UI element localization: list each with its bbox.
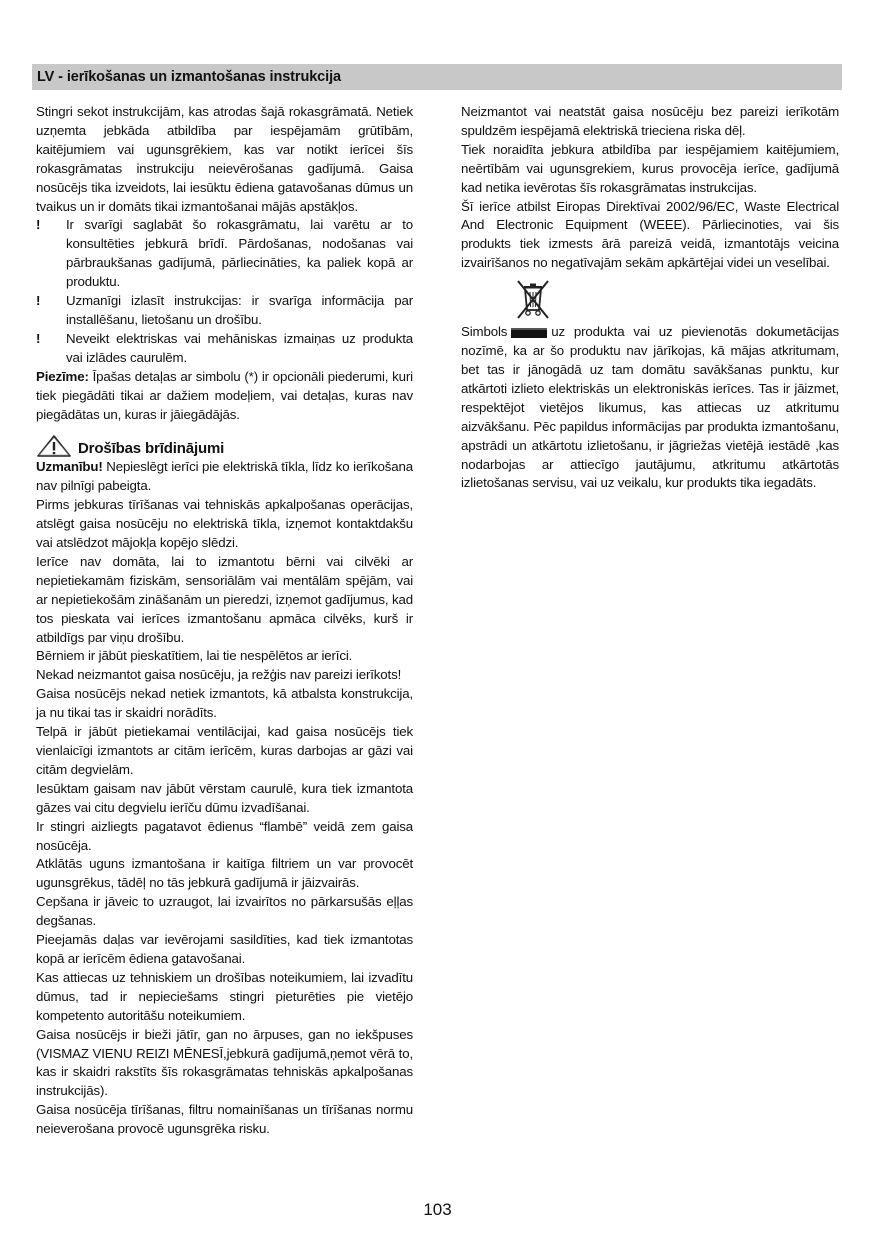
safety-paragraph: Iesūktam gaisam nav jābūt vērstam caurulē, kura tiek izmantota gāzes vai citu degvielu ierīču dūmu izvadīšanai. (36, 780, 413, 815)
warning-triangle-icon (36, 434, 72, 458)
safety-paragraph: Telpā ir jābūt pietiekamai ventilācijai, kad gaisa nosūcējs tiek vienlaicīgi izmantots ar citām ierīcēm, kuras darbojas ar gāzi vai citām degvielām. (36, 724, 413, 777)
left-column (36, 103, 413, 1139)
bullet-text: Uzmanīgi izlasīt instrukcijas: ir svarīga informācija par installēšanu, lietošanu un drošību. (66, 293, 413, 327)
warning-text: Nepieslēgt ierīci pie elektriskā tīkla, līdz ko ierīkošana nav pilnīgi pabeigta. (36, 459, 413, 494)
symbol-paragraph (461, 323, 839, 493)
exclamation-mark: ! (36, 217, 41, 233)
black-bar-icon (511, 328, 547, 338)
note-text: Īpašas detaļas ar simbolu (*) ir opcionāli piederumi, kuri tiek piegādāti tikai ar dažiem modeļiem, vai detaļas, kuras nav piegādātas un, kuras ir jāiegādājās. (36, 368, 413, 422)
note-paragraph (36, 368, 413, 425)
safety-title: Drošības brīdinājumi (78, 440, 225, 458)
section-title: LV - ierīkošanas un izmantošanas instrukcija (37, 69, 341, 85)
safety-paragraph: Atklātās uguns izmantošana ir kaitīga filtriem un var provocēt ugunsgrēkus, tādēļ no tās jebkurā gadījumā ir jāizvairās. (36, 856, 413, 891)
safety-paragraph: Nekad neizmantot gaisa nosūcēju, ja režģis nav pareizi ierīkots! (36, 667, 402, 683)
page-number: 103 (423, 1200, 452, 1219)
right-column (461, 103, 839, 493)
safety-paragraph: Gaisa nosūcējs nekad netiek izmantots, kā atbalsta konstrukcija, ja nu tikai tas ir skaidri norādīts. (36, 686, 413, 721)
safety-paragraph: Kas attiecas uz tehniskiem un drošības noteikumiem, lai izvadītu dūmus, tad ir nepieciešams stingri pieturēties pie vietējo kompetento autoritāšu noteikumiem. (36, 969, 413, 1023)
weee-symbol (513, 277, 839, 323)
crossed-out-bin-icon (513, 277, 553, 321)
safety-paragraph: Ir stingri aizliegts pagatavot ēdienus “flambē” veidā zem gaisa nosūcēja. (36, 818, 413, 853)
safety-paragraph: Ierīce nav domāta, lai to izmantotu bērni vai cilvēki ar nepietiekamām fiziskām, sensoriālām vai mentālām spējām, vai ar nepietiekošām zināšanām un pieredzi, izņemot gadījumus, kad tos pieskata vai ierīces izmantošanu apmāca cilvēks, kurš ir atbildīgs par viņu drošību. (36, 553, 413, 645)
bullet-text: Neveikt elektriskas vai mehāniskas izmaiņas uz produkta vai izlādes caurulēm. (66, 330, 413, 365)
bullet-text: Ir svarīgi saglabāt šo rokasgrāmatu, lai varētu ar to konsultēties jebkurā brīdī. Pārdošanas, nodošanas vai pārbraukšanas gadījumā, pārliecināties, ka paliek kopā ar produktu. (66, 217, 413, 290)
body-paragraph: Tiek noraidīta jebkura atbildība par iespējamiem kaitējumiem, neērtībām vai ugunsgrekiem, kurus provocēja ierīce, gadījumā kad netika ievērotas šīs rokasgrāmatas instrukcijas. (461, 141, 839, 195)
note-label: Piezīme: (36, 368, 89, 384)
safety-paragraph: Cepšana ir jāveic to uzraugot, lai izvairītos no pārkarsušās eļļas degšanas. (36, 894, 413, 929)
symbol-text: uz produkta vai uz pievienotās dokumetācijas nozīmē, ka ar šo produktu nav jārīkojas, kā mājas atkritumam, bet tas ir jānogādā uz tam domātu savākšanas punktu, kur atkārtoti izlieto elektriskās un elektroniskās ierīces. Tas ir jāizmet, respektējot vietējos likumus, kas attiecas uz atkritumu aizvākšanu. Pēc papildus informācijas par produkta izmantošanu, apstrādi un atkārtotu izlietošanu, ir jāgriežas vietējā iestādē ,kas nodarbojas ar attiecīgo jautājumu, atkritumu atkārtotās izlietošanas servisu, vai uz veikalu, kur produkts tika iegadāts. (461, 324, 839, 491)
safety-paragraph: Gaisa nosūcēja tīrīšanas, filtru nomainīšanas un tīrīšanas normu neieverošana provocē ugunsgrēka risku. (36, 1102, 413, 1137)
body-paragraph: Šī ierīce atbilst Eiropas Direktīvai 2002/96/EC, Waste Electrical And Electronic Equipment (WEEE). Pārliecinoties, vai šis produkts tiek izmests ārā pareizā veidā, izmantotājs veicina izvairīšanos no negatīvajām sekām apkārtējai videi un veselībai. (461, 198, 839, 271)
exclamation-mark: ! (36, 293, 41, 309)
warning-paragraph (36, 458, 413, 496)
exclamation-mark: ! (36, 330, 41, 346)
safety-paragraph: Bērniem ir jābūt pieskatītiem, lai tie nespēlētos ar ierīci. (36, 648, 353, 664)
bullet-item (36, 292, 413, 330)
bullet-item (36, 216, 413, 292)
safety-heading (36, 434, 413, 458)
bullet-item (36, 330, 413, 368)
safety-paragraph: Gaisa nosūcējs ir bieži jātīr, gan no ārpuses, gan no iekšpuses (VISMAZ VIENU REIZI MĒNESĪ,jebkurā gadījumā,ņemot vērā to, kas ir skaidri rakstīts šīs rokasgrāmatas tehniskās apkalpošanas instrukcijās). (36, 1026, 413, 1099)
safety-paragraph: Pirms jebkuras tīrīšanas vai tehniskās apkalpošanas operācijas, atslēgt gaisa nosūcēju no elektriskā tīkla, izņemot kontaktdakšu vai atslēdzot mājokļa kopējo slēdzi. (36, 497, 413, 551)
safety-paragraph: Pieejamās daļas var ievērojami sasildīties, kad tiek izmantotas kopā ar ierīcēm ēdiena gatavošanai. (36, 932, 413, 966)
symbol-prefix: Simbols (461, 324, 508, 340)
body-paragraph: Neizmantot vai neatstāt gaisa nosūcēju bez pareizi ierīkotām spuldzēm iespējamā elektriskā trieciena riska dēļ. (461, 104, 839, 138)
warning-label: Uzmanību! (36, 459, 103, 475)
section-header (32, 64, 842, 90)
intro-paragraph: Stingri sekot instrukcijām, kas atrodas šajā rokasgrāmatā. Netiek uzņemta jebkāda atbildība par iespējamām grūtībām, kaitējumiem vai ugunsgrēkiem, kas var notikt ierīcei šīs rokasgrāmatas instrukciju neievērošanas gadījumā. Gaisa nosūcējs tika izveidots, lai iesūktu ēdiena gatavošanas dūmus un tvaikus un ir domāts tikai izmantošanai mājās apstākļos. (36, 104, 413, 214)
